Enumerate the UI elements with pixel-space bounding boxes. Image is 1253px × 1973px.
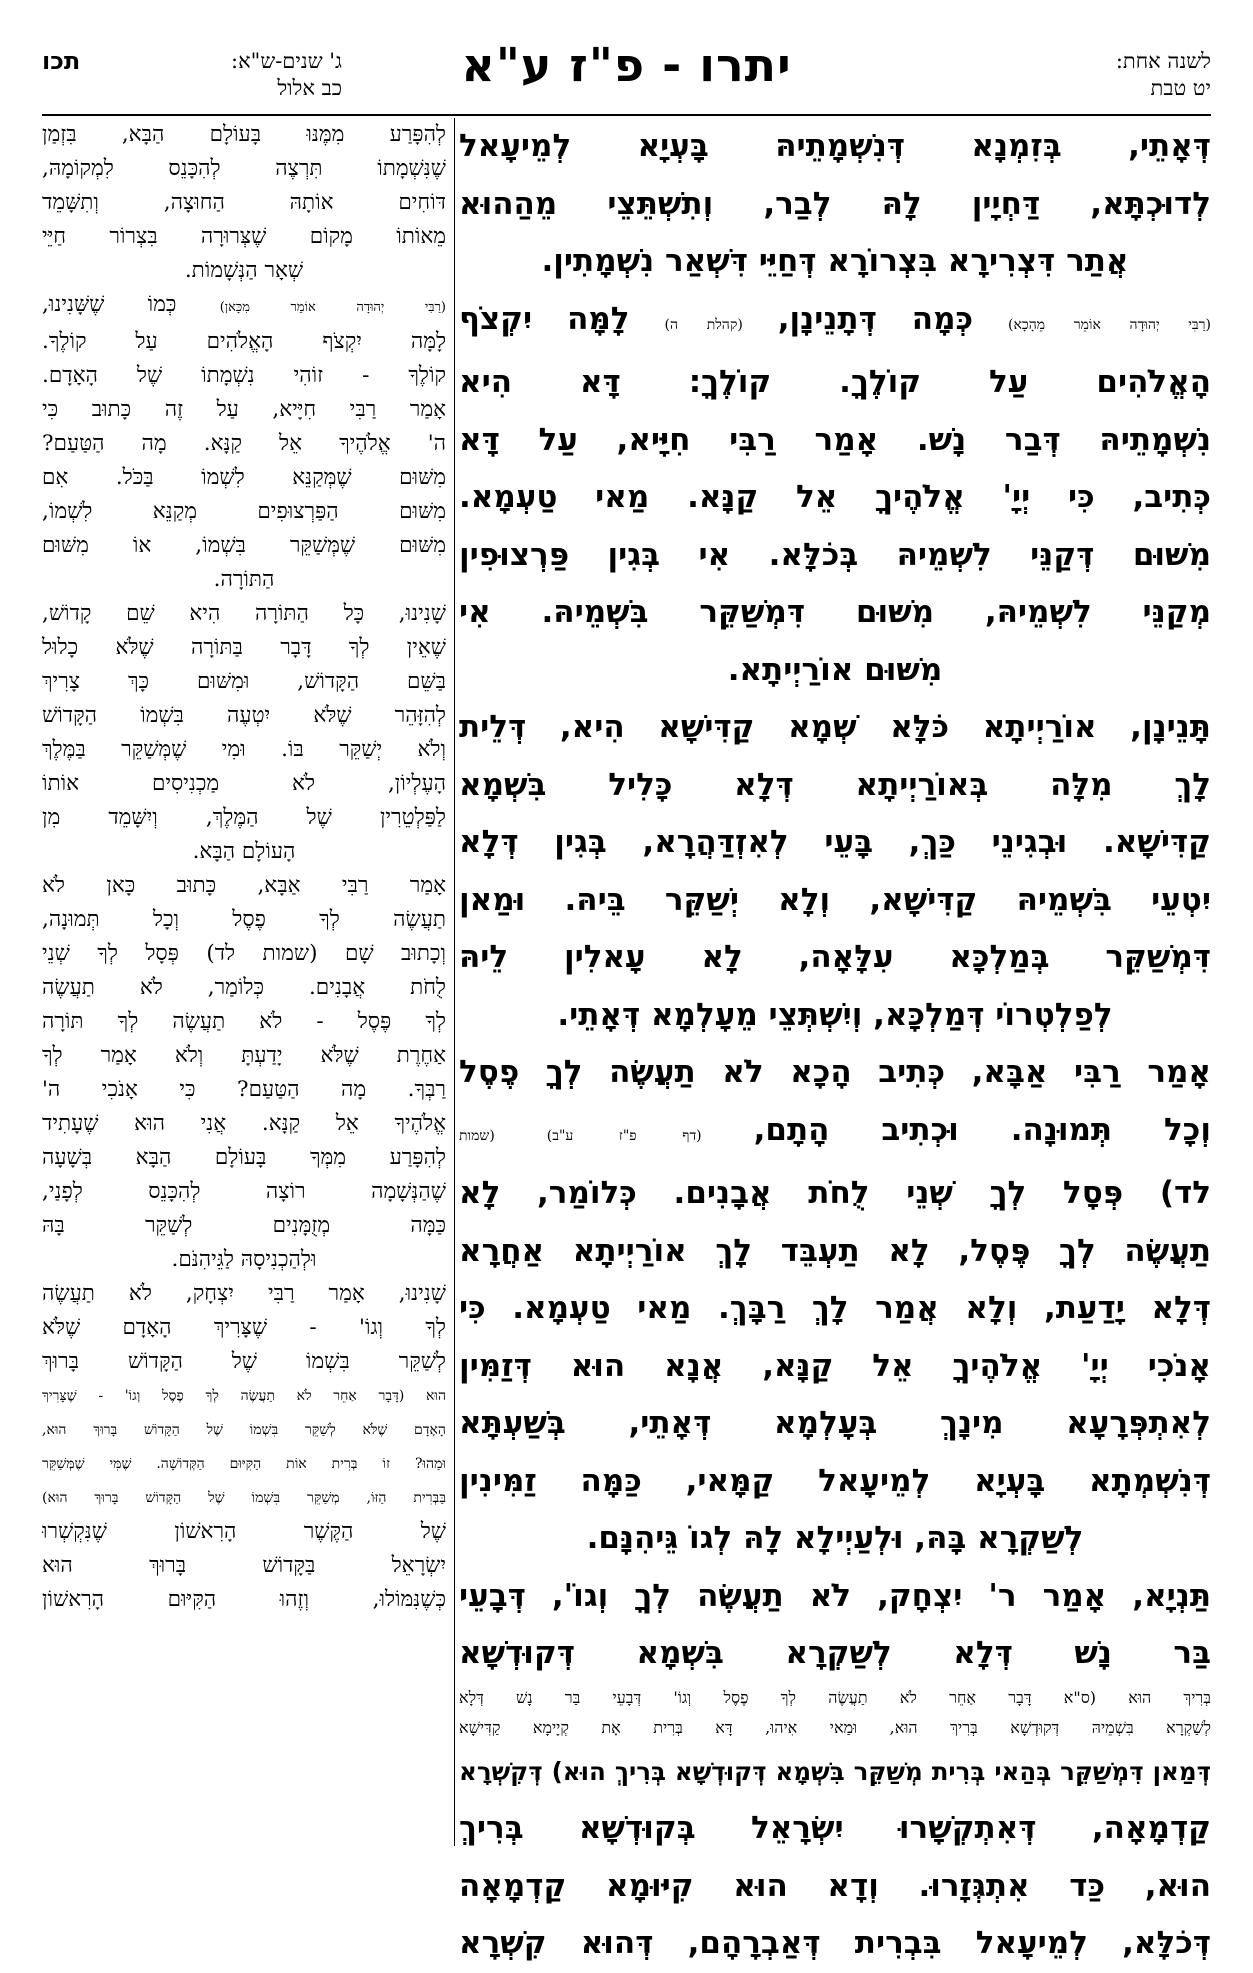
side-text-line: הוּא (דָּבָר אַחֵר לֹא תַעֲשֶׂה לְךָ פֶסֶל וְגוֹ' - שֶׁצָּרִיךְ	[42, 1388, 446, 1404]
side-text-line: וְלֹא יְשַׁקֵּר בּוֹ. וּמִי שֶׁמְּשַׁקֵּר בַּמֶּלֶךְ	[42, 737, 446, 762]
main-text-line: כְּתִיב, כִּי יְיָ' אֱלֹהֶיךָ אֵל קַנָּא. מַאי טַעְמָא.	[459, 479, 1211, 515]
side-text-line: אַחֶרֶת שֶׁלֹּא יָדַעְתָּ וְלֹא אָמַר לְךָ	[42, 1043, 446, 1068]
main-text-line: קַדִּישָׁא. וּבְגִינֵי כַּךְ, בָּעֵי לְאִזְדַּהֲרָא, בְּגִין דְּלָא	[459, 824, 1211, 860]
side-text-line: מִשּׁוּם שֶׁמְּקַנֵּא לִשְׁמוֹ בַּכֹּל. אִם	[42, 465, 446, 490]
main-text-line: לְשַׁקְרָא בִּשְׁמֵיהּ דְּקוּדְשָׁא בְּרִיךְ הוּא, וּמַאי אִיהוּ, דָּא בְּרִית אָת קְיָימָא קַדִּישָׁא	[459, 1717, 1211, 1737]
side-text-line: לְהִפָּרַע מִמֶּנּוּ בָּעוֹלָם הַבָּא, בִּזְמַן	[42, 122, 446, 147]
main-text-line: תַּנְיָא, אָמַר ר' יִצְחָק, לֹא תַעֲשֶׂה לְךָ וְגוֹ', דְּבָעֵי	[459, 1577, 1211, 1614]
main-text-line: אָנֹכִי יְיָ' אֱלֹהֶיךָ אֵל קַנָּא, אֲנָא הוּא דְּזַמִּין	[459, 1347, 1211, 1384]
main-text-line: תָּנֵינָן, אוֹרַיְיתָא כֹּלָּא שְׁמָא קַדִּישָׁא הִיא, דְּלֵית	[459, 709, 1211, 745]
source-reference: (קהלת ה)	[664, 316, 743, 333]
side-text-line: תַעֲשֶׂה לְךָ פֶסֶל וְכָל תְּמוּנָה,	[42, 907, 446, 932]
main-text-line: מִשּׁוּם אוֹרַיְיתָא.	[727, 651, 943, 688]
aramaic-text-column	[459, 118, 1211, 1961]
side-text-line: אָמַר רַבִּי חִיָּיא, עַל זֶה כָּתוּב כִּי	[42, 397, 446, 422]
side-text-line: לְךָ וְגוֹ' - שֶׁצָּרִיךְ הָאָדָם שֶׁלֹּא	[42, 1315, 446, 1340]
main-text-line: לד) פְּסָל לְךָ שְׁנֵי לֻחֹת אֲבָנִים. כְּלוֹמַר, לָא	[459, 1175, 1211, 1211]
main-text-line: דְּלָא יָדַעַת, וְלָא אֲמַר לָךְ רַבָּךְ. מַאי טַעְמָא. כִּי	[459, 1290, 1211, 1326]
side-text-line: בַּבְּרִית הַזּוֹ, מְשַׁקֵּר בִּשְׁמוֹ שֶׁל הַקָּדוֹשׁ בָּרוּךְ הוּא)	[42, 1490, 446, 1506]
study-date-three-year: כב אלול	[277, 76, 342, 100]
main-text-line: בְּרִיךְ הוּא (ס"א דָּבָר אַחֵר לֹא תַעֲשֶׂה לְךָ פֶסֶל וְגוֹ' דְּבָעֵי בַּר נָשׁ דְּלָא	[459, 1687, 1211, 1707]
main-text-line: דִּמְשַׁקֵּר בְּמַלְכָּא עִלָּאָה, לָא עָאלִין לֵיהּ	[459, 939, 1211, 975]
source-reference: (רַבִּי יְהוּדָה אוֹמֵר מִכָּאן)	[219, 300, 446, 315]
main-text-line: לְאִתְפְּרָעָא מִינָךְ בְּעָלְמָא דְּאָתֵי, בְּשַׁעְתָּא	[459, 1405, 1211, 1441]
side-text-line: הָעוֹלָם הַבָּא.	[192, 839, 296, 864]
side-text-line: לְהִזָּהֵר שֶׁלֹּא יִטְעֶה בִּשְׁמוֹ הַקָּדוֹשׁ	[42, 703, 446, 728]
main-text-line: נִשְׁמָתֵיהּ דְּבַר נָשׁ. אָמַר רַבִּי חִיָּיא, עַל דָּא	[459, 421, 1211, 458]
main-text-line: מִשּׁוּם דְּקַנֵּי לִשְׁמֵיהּ בְּכֹלָּא. אִי בְּגִין פַּרְצוּפִין	[459, 536, 1211, 573]
main-text-line: וְכָל תְּמוּנָה. וּכְתִיב הָתָם, (דף פ"ז ע"ב) (שמות	[459, 1111, 1211, 1148]
study-date-one-year: יט טבת	[1150, 76, 1211, 100]
main-text-line: קַדְמָאָה, דְּאִתְקְשָׁרוּ יִשְׂרָאֵל בְּקוּדְשָׁא בְּרִיךְ	[459, 1810, 1211, 1846]
page-header	[42, 38, 1211, 116]
main-text-line: דְּכֹלָּא, לְמֵיעָאל בִּבְרִית דְּאַבְרָהָם, דְּהוּא קִשְׁרָא	[459, 1925, 1211, 1961]
main-text-line: לְדוּכְתָּא, דַּחְיָין לָהּ לְבַר, וְתִשְׁתֵּצֵי מֵהַהוּא	[459, 185, 1211, 222]
side-text-line: אָמַר רַבִּי אַבָּא, כָּתוּב כָּאן לֹא	[42, 873, 446, 898]
side-text-line: אֱלֹהֶיךָ אֵל קַנָּא. אֲנִי הוּא שֶׁעָתִיד	[42, 1111, 446, 1136]
side-text-line: בַּשֵּׁם הַקָּדוֹשׁ, וּמִשּׁוּם כָּךְ צָרִיךְ	[42, 669, 446, 694]
side-text-line: (רַבִּי יְהוּדָה אוֹמֵר מִכָּאן) כְּמוֹ שֶׁשָּׁנִינוּ,	[42, 292, 446, 317]
side-text-line: יִשְׂרָאֵל בַּקָּדוֹשׁ בָּרוּךְ הוּא	[42, 1553, 446, 1578]
header-left-sub	[231, 48, 342, 102]
main-text-line: יִטְעֵי בִּשְׁמֵיהּ קַדִּישָׁא, וְלָא יְשַׁקֵּר בֵּיהּ. וּמַאן	[459, 881, 1211, 918]
source-reference: (רַבִּי יְהוּדָה אוֹמֵר מֵהָכָא)	[1008, 316, 1211, 333]
column-divider	[454, 118, 455, 1846]
side-text-line: שֶׁל הַקֶּשֶׁר הָרִאשׁוֹן שֶׁנִּקְשְׁרוּ	[42, 1519, 446, 1544]
side-text-line: לְהִפָּרַע מִמְּךָ בָּעוֹלָם הַבָּא בְּשָׁעָה	[42, 1145, 446, 1170]
header-rule	[42, 114, 1211, 116]
main-text-line: אָמַר רַבִּי אַבָּא, כְּתִיב הָכָא לֹא תַעֲשֶׂה לְךָ פֶסֶל	[459, 1054, 1211, 1090]
side-text-line: כְּשֶׁנִּמּוֹלוּ, וְזֶהוּ הַקִּיּוּם הָרִאשׁוֹן	[42, 1587, 446, 1612]
side-text-line: מִשּׁוּם שֶׁמְּשַׁקֵּר בִּשְׁמוֹ, אוֹ מִשּׁוּם	[42, 533, 446, 558]
side-text-line: לֻחֹת אֲבָנִים. כְּלוֹמַר, לֹא תַעֲשֶׂה	[42, 975, 446, 1000]
page-number: תכו	[42, 47, 81, 75]
main-text-line: הָאֱלֹהִים עַל קוֹלֶךָ. קוֹלֶךָ: דָּא הִיא	[459, 364, 1211, 400]
main-text-line: דְּמַאן דִּמְשַׁקֵּר בְּהַאי בְּרִית מְשַׁקֵּר בִּשְׁמָא דְּקוּדְשָׁא בְּרִיךְ הוּא) דְּקִשְׁרָא	[459, 1756, 1211, 1786]
hebrew-translation-column	[42, 118, 446, 1858]
side-text-line: לְךָ פֶּסֶל - לֹא תַעֲשֶׂה לְךָ תּוֹרָה	[42, 1009, 446, 1034]
side-text-line: רַבְּךָ. מָה הַטַּעַם? כִּי אָנֹכִי ה'	[42, 1077, 446, 1102]
source-reference: (דף פ"ז ע"ב)	[546, 1127, 702, 1144]
side-text-line: לְשַׁקֵּר בִּשְׁמוֹ שֶׁל הַקָּדוֹשׁ בָּרוּךְ	[42, 1349, 446, 1374]
side-text-line: לַפַּלְטֵרִין שֶׁל הַמֶּלֶךְ, וְיִשָּׁמֵד מִן	[42, 805, 446, 830]
side-text-line: וּמַהוּ? זוֹ בְּרִית אוֹת הַקִּיּוּם הַקְּדוֹשָׁה. שֶׁמִּי שֶׁמְּשַׁקֵּר	[42, 1456, 446, 1472]
side-text-line: שֶׁהַנְּשָׁמָה רוֹצָה לְהִכָּנֵס לְפָנַי,	[42, 1179, 446, 1204]
main-text-line: אֲתַר דִּצְרִירָא בִּצְרוֹרָא דְּחַיֵּי דִּשְׁאַר נִשְׁמָתִין.	[541, 243, 1129, 279]
source-reference: (שמות	[459, 1127, 495, 1144]
side-text-line: מֵאוֹתוֹ מָקוֹם שֶׁצְּרוּרָה בִּצְרוֹר חַיֵּי	[42, 224, 446, 249]
side-text-line: וּלְהַכְנִיסָהּ לַגֵּיהִנֹּם.	[171, 1247, 317, 1272]
side-text-line: לָמָּה יִקְצֹף הָאֱלֹהִים עַל קוֹלֶךָ.	[42, 329, 446, 354]
side-text-line: מִשּׁוּם הַפַּרְצוּפִים מְקַנֵּא לִשְׁמוֹ,	[42, 499, 446, 524]
main-text-line: (רַבִּי יְהוּדָה אוֹמֵר מֵהָכָא) כְּמָה דְּתָנֵינָן, (קהלת ה) לָמָּה יִקְצֹף	[459, 300, 1211, 337]
main-text-line: דְּאָתֵי, בְּזִמְנָא דְּנִשְׁמָתֵיהּ בָּעְיָא לְמֵיעָאל	[459, 128, 1211, 164]
main-text-line: לְפַלְטְרוֹי דְּמַלְכָּא, וְיִשְׁתְּצֵי מֵעָלְמָא דְּאָתֵי.	[557, 996, 1113, 1033]
side-text-line: דּוֹחִים אוֹתָהּ הַחוּצָה, וְתִשָּׁמֵד	[42, 190, 446, 215]
side-text-line: ה' אֱלֹהֶיךָ אֵל קַנָּא. מָה הַטַּעַם?	[42, 431, 446, 456]
side-text-line: שָׁנִינוּ, אָמַר רַבִּי יִצְחָק, לֹא תַעֲשֶׂה	[42, 1281, 446, 1306]
study-plan-one-year: לשנה אחת:	[1115, 49, 1211, 73]
side-text-line: כַּמָּה מְזֻמָּנִים לְשַׁקֵּר בָּהּ	[42, 1213, 446, 1238]
side-text-line: הָעֶלְיוֹן, לֹא מַכְנִיסִים אוֹתוֹ	[42, 771, 446, 796]
side-text-line: וְכָתוּב שָׁם (שמות לד) פְּסָל לְךָ שְׁנֵי	[42, 941, 446, 966]
side-text-line: שֶׁאֵין לְךָ דָּבָר בַּתּוֹרָה שֶׁלֹּא כָלוּל	[42, 635, 446, 660]
main-text-line: מְקַנֵּי לִשְׁמֵיהּ, מִשּׁוּם דִּמְשַׁקֵּר בִּשְׁמֵיהּ. אִי	[459, 594, 1211, 630]
main-text-line: לְשַׁקְרָא בָּהּ, וּלְעַיְילָא לָהּ לְגוֹ גֵּיהִנָּם.	[586, 1520, 1084, 1556]
main-text-line: הוּא, כַּד אִתְגְּזָרוּ. וְדָא הוּא קִיּוּמָא קַדְמָאָה	[459, 1867, 1211, 1904]
main-text-line: תַעֲשֶׂה לְךָ פֶּסֶל, לָא תַעְבֵּד לָךְ אוֹרַיְיתָא אַחֲרָא	[459, 1232, 1211, 1269]
side-text-line: הַתּוֹרָה.	[213, 567, 275, 592]
main-text-line: דְּנִשְׁמְתָא בָּעְיָא לְמֵיעָאל קַמָּאי, כַּמָּה זַמִּינִין	[459, 1462, 1211, 1499]
side-text-line: הָאָדָם שֶׁלֹּא לְשַׁקֵּר בִּשְׁמוֹ שֶׁל הַקָּדוֹשׁ בָּרוּךְ הוּא,	[42, 1422, 446, 1438]
side-text-line: שֶׁנִּשְׁמָתוֹ תִּרְצֶה לְהִכָּנֵס לִמְקוֹמָהּ,	[42, 156, 446, 181]
page-title: יתרו - פ"ז ע"א	[461, 38, 792, 92]
side-text-line: שָׁנִינוּ, כָּל הַתּוֹרָה הִיא שֵׁם קָדוֹשׁ,	[42, 601, 446, 626]
side-text-line: קוֹלֶךָ - זוֹהִי נִשְׁמָתוֹ שֶׁל הָאָדָם.	[42, 363, 446, 388]
side-text-line: שְׁאָר הַנְּשָׁמוֹת.	[184, 258, 304, 283]
study-plan-three-year: ג' שנים-ש"א:	[231, 49, 342, 73]
main-text-line: לָךְ מִלָּה בְּאוֹרַיְיתָא דְּלָא כָּלִיל בִּשְׁמָא	[459, 766, 1211, 803]
main-text-line: בַּר נָשׁ דְּלָא לְשַׁקְרָא בִּשְׁמָא דְּקוּדְשָׁא	[459, 1635, 1211, 1671]
